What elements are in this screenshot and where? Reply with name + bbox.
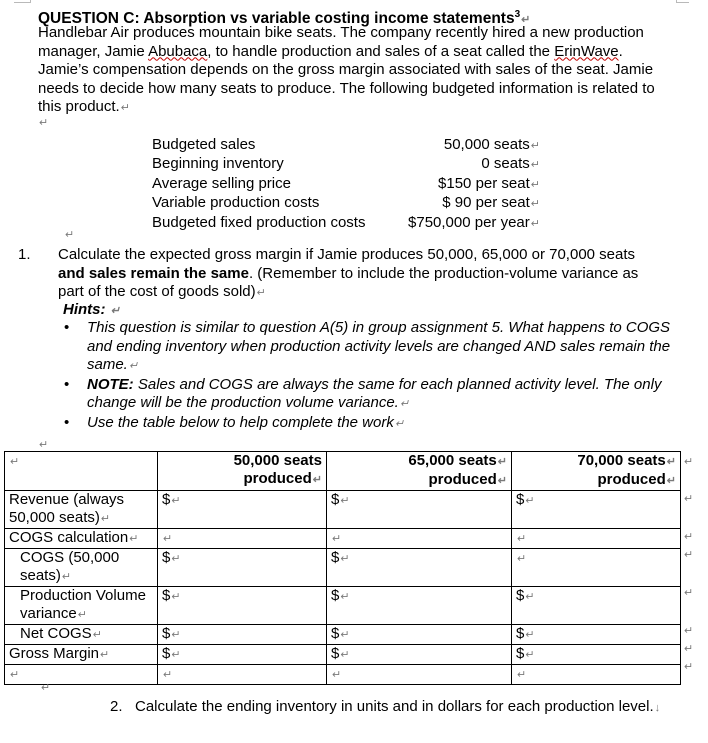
table-cell: ↵ <box>327 529 512 549</box>
table-cell: ↵ <box>5 665 158 685</box>
table-row <box>5 587 681 625</box>
product-name: ErinWave <box>554 42 619 60</box>
question-intro: Handlebar Air produces mountain bike seats. The company recently hired a new production manager, Jamie Abubaca, to handle production and sales of a seat called the ErinWave. Jamie’s compensation depends on the gross margin associated with sales of the seat. Jamie needs to decide how many seats to produce. The following budgeted information is related to this product.↵ <box>38 24 655 115</box>
table-cell: $↵ <box>512 645 681 665</box>
table-cell: $↵ <box>327 625 512 645</box>
question-2: 2. Calculate the ending inventory in units and in dollars for each production level.↓ <box>110 698 661 715</box>
table-cell: ↵ <box>327 665 512 685</box>
table-cell: $↵ <box>512 625 681 645</box>
row-label-net-cogs: Net COGS↵ <box>5 625 158 645</box>
hints-list <box>62 319 672 433</box>
row-label-cogs: COGS (50,000 seats)↵ <box>5 549 158 587</box>
table-cell: ↵ <box>512 665 681 685</box>
row-label-gross-margin: Gross Margin↵ <box>5 645 158 665</box>
page-corner-right <box>676 0 689 3</box>
row-end-mark: ↵ <box>684 531 694 543</box>
table-cell: $↵ <box>327 645 512 665</box>
table-cell: $↵ <box>158 625 327 645</box>
budget-row: Beginning inventory 0 seats↵ <box>152 155 540 173</box>
budget-info <box>152 136 540 233</box>
table-row <box>5 529 681 549</box>
table-cell: $↵ <box>158 587 327 625</box>
budget-row: Average selling price $150 per seat↵ <box>152 174 540 192</box>
col-header-50k: 50,000 seats produced↵ <box>158 452 327 491</box>
table-cell: $↵ <box>158 491 327 529</box>
table-row <box>5 491 681 529</box>
empty-paragraph-mark: ↵ <box>41 682 51 694</box>
table-cell: $↵ <box>158 645 327 665</box>
row-end-mark: ↵ <box>684 493 694 505</box>
table-row <box>5 645 681 665</box>
question-1: 1. Calculate the expected gross margin if Jamie produces 50,000, 65,000 or 70,000 seats and sales remain the same. (Remember to include the production-volume variance as part of the cost of goods sold)↵ <box>18 246 639 300</box>
question-title: QUESTION C: Absorption vs variable costing income statements$^3$↵ <box>38 9 531 28</box>
hints-label: Hints: ↵ <box>63 301 120 318</box>
table-row <box>5 625 681 645</box>
col-header-65k: 65,000 seats↵ produced↵ <box>327 452 512 491</box>
hint-item: • This question is similar to question A(5) in group assignment 5. What happens to COGS and ending inventory when production activity levels are changed AND sales remain the same.↵ <box>62 319 672 376</box>
empty-paragraph-mark: ↵ <box>39 117 49 129</box>
table-cell: $↵ <box>512 587 681 625</box>
table-cell: $↵ <box>327 587 512 625</box>
table-row <box>5 665 681 685</box>
row-end-mark: ↵ <box>684 643 694 655</box>
table-cell: $↵ <box>158 549 327 587</box>
table-row <box>5 549 681 587</box>
table-cell: $↵ <box>327 549 512 587</box>
empty-paragraph-mark: ↵ <box>65 229 75 241</box>
row-label-pvv: Production Volume variance↵ <box>5 587 158 625</box>
hint-item: • NOTE: Sales and COGS are always the same for each planned activity level. The only change will be the production volume variance.↵ <box>62 376 672 414</box>
table-cell: $↵ <box>512 491 681 529</box>
hint-item: • Use the table below to help complete the work↵ <box>62 414 672 434</box>
row-end-mark: ↵ <box>684 587 694 599</box>
budget-row: Budgeted fixed production costs $750,000 per year↵ <box>152 213 540 231</box>
table-cell: ↵ <box>512 529 681 549</box>
budget-row: Variable production costs $ 90 per seat↵ <box>152 194 540 212</box>
manager-name: Abubaca <box>148 42 208 60</box>
table-cell: ↵ <box>512 549 681 587</box>
table-cell: $↵ <box>327 491 512 529</box>
cogs-table <box>4 451 681 685</box>
table-cell: ↵ <box>158 529 327 549</box>
row-label-cogs-calc: COGS calculation↵ <box>5 529 158 549</box>
table-header-row: ↵ 50,000 seats produced↵ 65,000 seats↵ produced↵ 70,000 seats↵ produced↵ <box>5 452 681 491</box>
row-end-mark: ↵ <box>684 625 694 637</box>
row-label-revenue: Revenue (always 50,000 seats)↵ <box>5 491 158 529</box>
row-end-mark: ↵ <box>684 456 694 468</box>
row-end-mark: ↵ <box>684 549 694 561</box>
table-cell: ↵ <box>158 665 327 685</box>
page-corner-left <box>14 0 31 3</box>
col-header-70k: 70,000 seats↵ produced↵ <box>512 452 681 491</box>
footnote-ref: 3 <box>514 9 521 20</box>
row-end-mark: ↵ <box>684 661 694 673</box>
budget-row: Budgeted sales 50,000 seats↵ <box>152 136 540 153</box>
empty-paragraph-mark: ↵ <box>39 439 49 451</box>
